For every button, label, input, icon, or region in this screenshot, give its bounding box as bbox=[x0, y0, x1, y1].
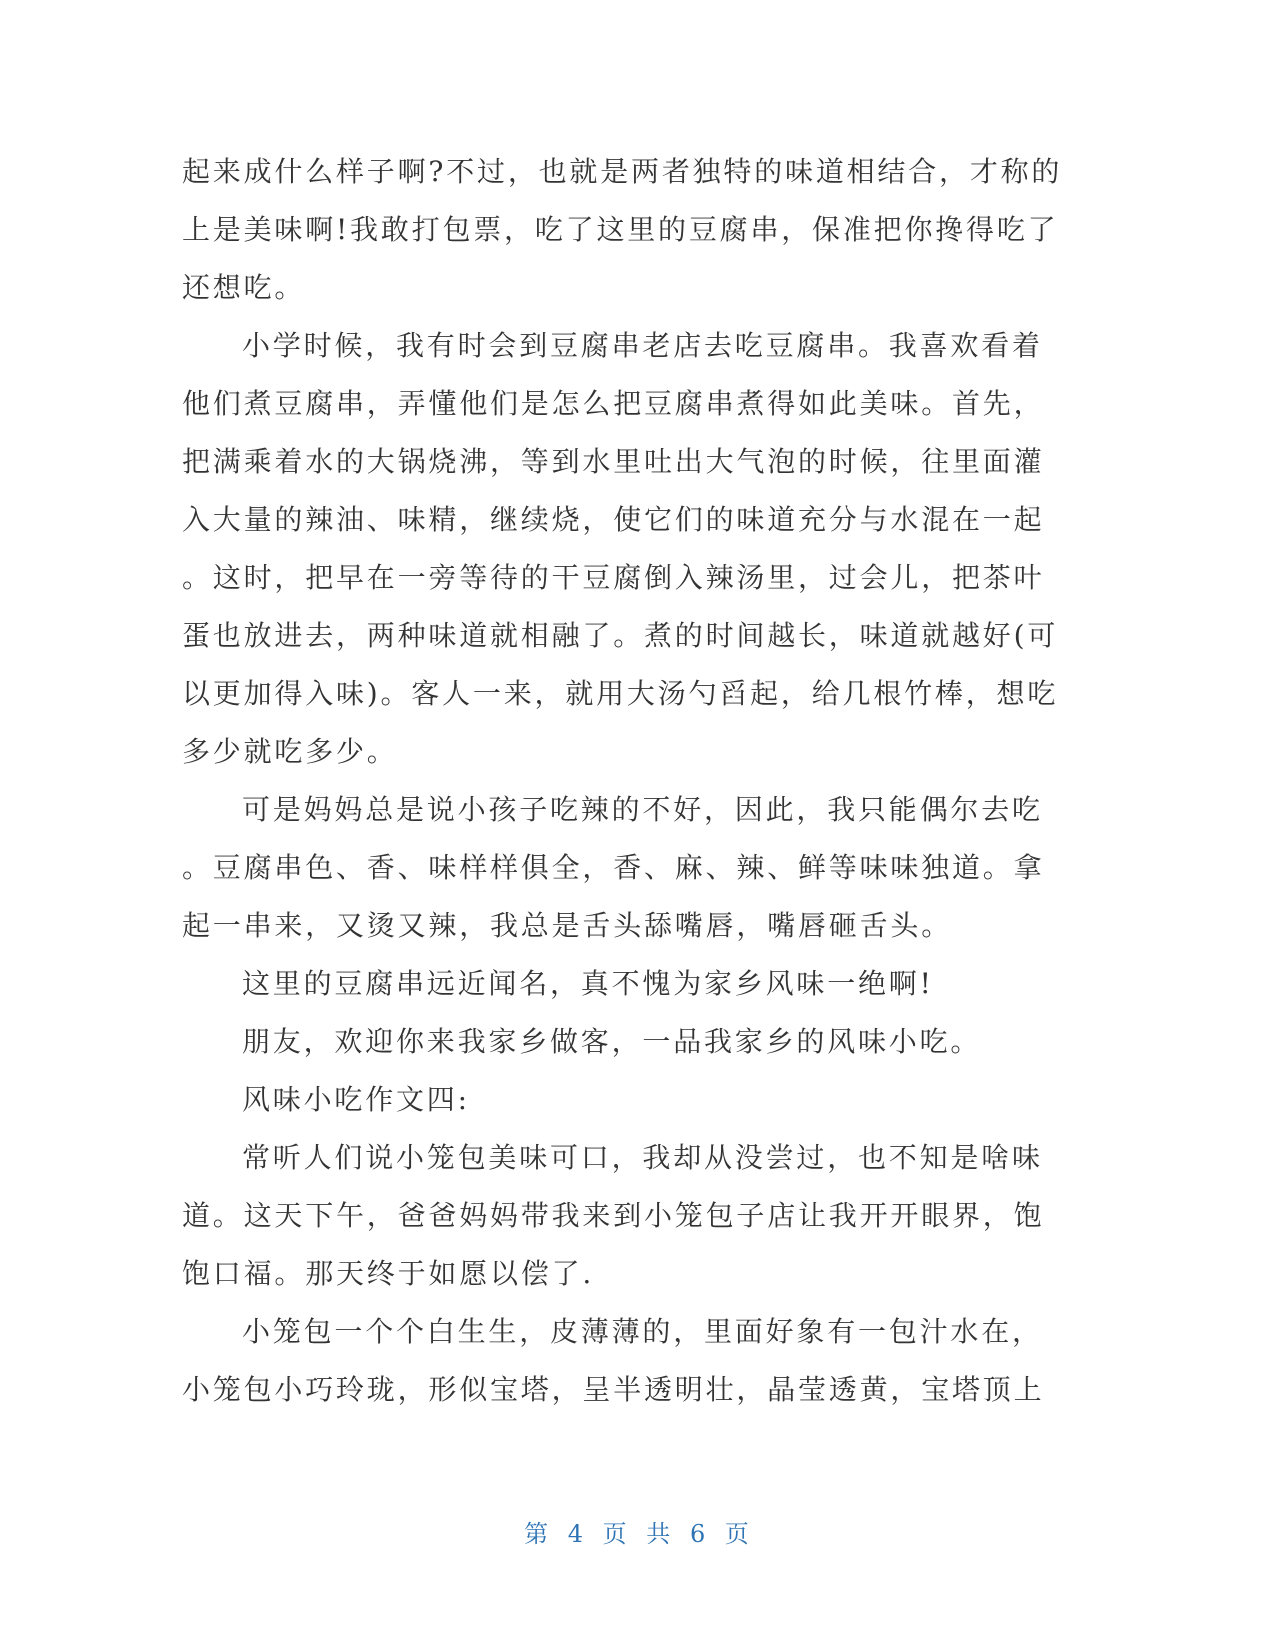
text-line: 道。这天下午，爸爸妈妈带我来到小笼包子店让我开开眼界，饱 bbox=[182, 1199, 1045, 1232]
text-line: 小笼包小巧玲珑，形似宝塔，呈半透明壮，晶莹透黄，宝塔顶上 bbox=[182, 1373, 1045, 1406]
text-line: 把满乘着水的大锅烧沸，等到水里吐出大气泡的时候，往里面灌 bbox=[182, 445, 1045, 478]
text-line: 蛋也放进去，两种味道就相融了。煮的时间越长，味道就越好(可 bbox=[182, 619, 1059, 652]
text-line: 朋友，欢迎你来我家乡做客，一品我家乡的风味小吃。 bbox=[242, 1025, 982, 1058]
text-line: 这里的豆腐串远近闻名，真不愧为家乡风味一绝啊! bbox=[242, 967, 934, 1000]
text-line: 以更加得入味)。客人一来，就用大汤勺舀起，给几根竹棒，想吃 bbox=[182, 677, 1059, 710]
text-line: 风味小吃作文四: bbox=[242, 1083, 470, 1116]
page-number-footer: 第 4 页 共 6 页 bbox=[524, 1520, 751, 1548]
text-line: 他们煮豆腐串，弄懂他们是怎么把豆腐串煮得如此美味。首先， bbox=[182, 387, 1045, 420]
text-line: 入大量的辣油、味精，继续烧，使它们的味道充分与水混在一起 bbox=[182, 503, 1045, 536]
text-line: 小学时候，我有时会到豆腐串老店去吃豆腐串。我喜欢看着 bbox=[242, 329, 1043, 362]
text-line: 。这时，把早在一旁等待的干豆腐倒入辣汤里，过会儿，把茶叶 bbox=[182, 561, 1045, 594]
text-line: 常听人们说小笼包美味可口，我却从没尝过，也不知是啥味 bbox=[242, 1141, 1043, 1174]
text-line: 饱口福。那天终于如愿以偿了. bbox=[182, 1257, 595, 1290]
text-line: 还想吃。 bbox=[182, 271, 306, 304]
text-line: 上是美味啊!我敢打包票，吃了这里的豆腐串，保准把你搀得吃了 bbox=[182, 213, 1059, 246]
text-line: 起一串来，又烫又辣，我总是舌头舔嘴唇，嘴唇砸舌头。 bbox=[182, 909, 953, 942]
document-body bbox=[182, 143, 1063, 1419]
text-line: 可是妈妈总是说小孩子吃辣的不好，因此，我只能偶尔去吃 bbox=[242, 793, 1043, 826]
text-line: 小笼包一个个白生生，皮薄薄的，里面好象有一包汁水在， bbox=[242, 1315, 1043, 1348]
text-line: 多少就吃多少。 bbox=[182, 735, 398, 768]
text-line: 起来成什么样子啊?不过，也就是两者独特的味道相结合，才称的 bbox=[182, 155, 1063, 188]
text-line: 。豆腐串色、香、味样样俱全，香、麻、辣、鲜等味味独道。拿 bbox=[182, 851, 1045, 884]
